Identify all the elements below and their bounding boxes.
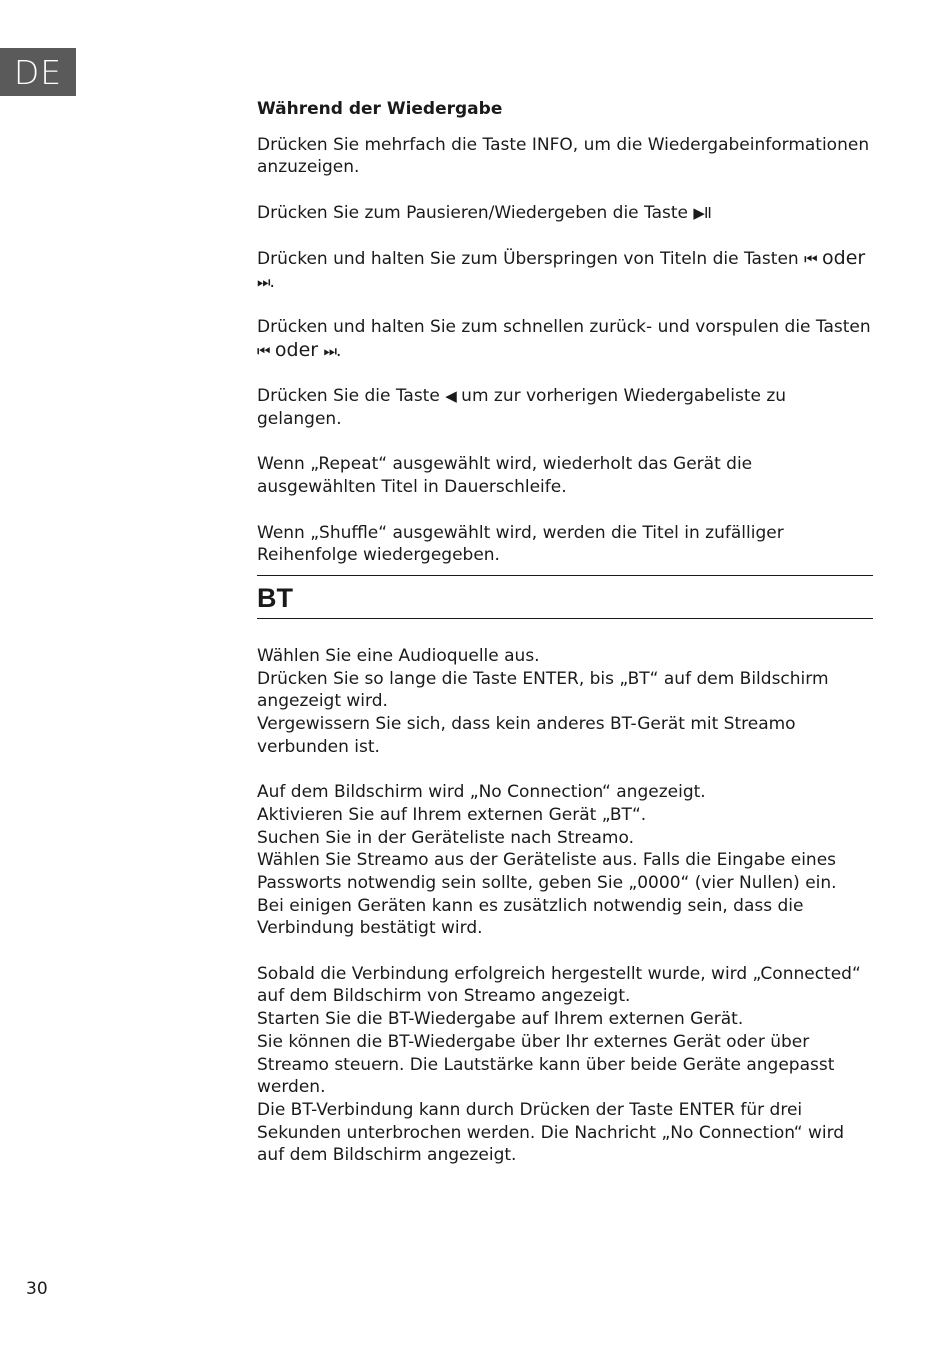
page-content: [257, 98, 873, 1167]
bt-line: Sobald die Verbindung erfolgreich hergestellt wurde, wird „Connected“ auf dem Bildschirm von Streamo angezeigt.: [257, 963, 861, 1007]
paragraph-seek: [257, 316, 873, 362]
language-tab: DE: [0, 48, 76, 96]
paragraph-back-text: Drücken Sie die Taste: [257, 386, 440, 407]
bt-section-body: [257, 645, 873, 1167]
divider-bottom: [257, 618, 873, 619]
bt-line: Starten Sie die BT-Wiedergabe auf Ihrem externen Gerät.: [257, 1009, 744, 1030]
bt-line: Wählen Sie Streamo aus der Geräteliste aus. Falls die Eingabe eines Passworts notwendig sein sollte, geben Sie „0000“ (vier Nullen) ein.: [257, 850, 837, 893]
bt-line: Auf dem Bildschirm wird „No Connection“ angezeigt.: [257, 782, 706, 803]
bt-line: Aktivieren Sie auf Ihrem externen Gerät „BT“.: [257, 804, 647, 825]
or-word: oder: [274, 338, 319, 361]
play-pause-icon: ▶II: [693, 203, 711, 222]
paragraph-back: [257, 385, 873, 430]
period: .: [269, 271, 275, 292]
paragraph-shuffle: Wenn „Shuffle“ ausgewählt wird, werden die Titel in zufälliger Reihenfolge wiedergegeben.: [257, 522, 784, 566]
bt-line: Wählen Sie eine Audioquelle aus.: [257, 645, 540, 666]
section-title-bt: BT: [257, 582, 293, 613]
or-word: oder: [822, 247, 866, 270]
bt-line: Suchen Sie in der Geräteliste nach Streamo.: [257, 827, 634, 848]
bt-line: Bei einigen Geräten kann es zusätzlich notwendig sein, dass die Verbindung bestätigt wird.: [257, 895, 804, 939]
bt-line: Die BT-Verbindung kann durch Drücken der Taste ENTER für drei Sekunden unterbrochen werden. Die Nachricht „No Connection“ wird auf dem Bildschirm angezeigt.: [257, 1100, 845, 1166]
skip-next-icon: ⏭: [323, 341, 337, 360]
back-arrow-icon: ◀: [445, 387, 456, 406]
skip-next-icon: ⏭: [257, 272, 270, 291]
section-subheading: Während der Wiedergabe: [257, 99, 503, 119]
bt-line: Drücken Sie so lange die Taste ENTER, bis „BT“ auf dem Bildschirm angezeigt wird.: [257, 668, 829, 712]
paragraph-repeat: Wenn „Repeat“ ausgewählt wird, wiederholt das Gerät die ausgewählten Titel in Dauerschleife.: [257, 454, 753, 498]
skip-previous-icon: ⏮: [257, 341, 270, 360]
paragraph-info: Drücken Sie mehrfach die Taste INFO, um die Wiedergabeinformationen anzuzeigen.: [257, 134, 870, 178]
bt-line: Vergewissern Sie sich, dass kein anderes BT-Gerät mit Streamo verbunden ist.: [257, 714, 796, 757]
bt-section-header: [257, 575, 873, 619]
bt-line: Sie können die BT-Wiedergabe über Ihr externes Gerät oder über Streamo steuern. Die Lautstärke kann über beide Geräte angepasst werden.: [257, 1031, 835, 1098]
paragraph-pause: [257, 202, 873, 225]
page-number: 30: [26, 1279, 48, 1299]
paragraph-skip-text: Drücken und halten Sie zum Überspringen von Titeln die Tasten: [257, 249, 805, 270]
period: .: [336, 340, 342, 361]
skip-previous-icon: ⏮: [804, 250, 817, 269]
paragraph-seek-text: Drücken und halten Sie zum schnellen zurück- und vorspulen die Tasten: [257, 317, 871, 338]
paragraph-skip: [257, 247, 873, 293]
paragraph-back-end: um zur vorherigen Wiedergabeliste zu gelangen.: [257, 386, 787, 430]
paragraph-pause-text: Drücken Sie zum Pausieren/Wiedergeben die Taste: [257, 202, 688, 223]
